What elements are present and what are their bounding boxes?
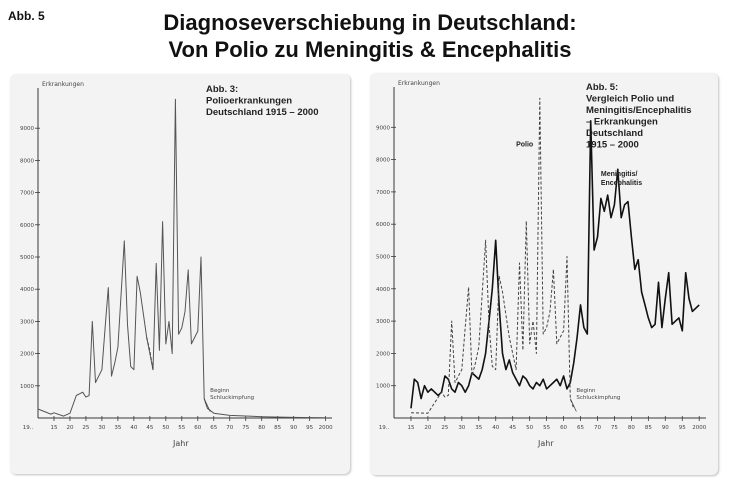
polio-x-tick-label: 25	[82, 425, 90, 431]
polio-chart	[10, 74, 350, 474]
compare-origin-label: 19..	[378, 425, 390, 431]
compare-x-tick-label: 75	[610, 425, 618, 431]
polio-x-tick-label: 90	[290, 425, 298, 431]
polio-y-tick-label: 6000	[20, 222, 34, 229]
polio-y-axis-label: Erkrankungen	[42, 81, 84, 88]
compare-x-tick-label: 70	[593, 425, 601, 431]
polio-x-tick-label: 2000	[318, 425, 333, 431]
polio-y-tick-label: 1000	[20, 383, 34, 390]
polio-annotation-text: Schluckimpfung	[210, 395, 255, 402]
compare-y-tick-label: 9000	[376, 125, 390, 132]
polio-x-tick-label: 80	[258, 425, 266, 431]
compare-y-tick-label: 8000	[376, 157, 390, 164]
figure-title-line-1: Diagnoseverschiebung in Deutschland:	[163, 10, 577, 35]
compare-x-tick-label: 80	[627, 425, 635, 431]
compare-x-tick-label: 20	[424, 425, 432, 431]
compare-title-line: Meningitis/Encephalitis	[586, 105, 692, 116]
compare-y-tick-label: 1000	[376, 383, 390, 390]
compare-x-tick-label: 35	[475, 425, 483, 431]
polio-x-axis-label: Jahr	[173, 439, 189, 448]
compare-title-line: – Erkrankungen	[586, 116, 658, 128]
polio-origin-label: 19..	[22, 425, 34, 431]
polio-x-tick-label: 55	[178, 425, 186, 431]
compare-x-tick-label: 65	[577, 425, 585, 431]
polio-x-tick-label: 35	[114, 425, 122, 431]
compare-x-tick-label: 40	[492, 425, 500, 431]
compare-x-tick-label: 55	[543, 425, 551, 431]
polio-x-tick-label: 40	[130, 425, 138, 431]
polio-x-tick-label: 85	[274, 425, 282, 431]
polio-x-tick-label: 30	[98, 425, 106, 431]
compare-x-axis-label: Jahr	[538, 439, 554, 448]
compare-series-label: Meningitis/	[600, 170, 638, 178]
compare-series-label: Encephalitis	[600, 179, 643, 187]
polio-y-tick-label: 5000	[20, 255, 34, 261]
compare-x-tick-label: 60	[560, 425, 568, 431]
compare-title-line: Vergleich Polio und	[586, 93, 675, 105]
compare-y-tick-label: 4000	[376, 286, 390, 293]
figure-tag: Abb. 5	[8, 9, 45, 23]
figure-title-line-2: Von Polio zu Meningitis & Encephalitis	[168, 37, 572, 62]
polio-x-tick-label: 45	[146, 425, 154, 431]
compare-y-tick-label: 3000	[376, 319, 390, 326]
compare-x-tick-label: 25	[441, 425, 449, 431]
polio-x-tick-label: 50	[162, 425, 170, 431]
compare-title-line: 1915 – 2000	[586, 139, 639, 151]
compare-title-line: Abb. 5:	[586, 82, 619, 93]
polio-y-tick-label: 3000	[20, 319, 34, 326]
polio-x-tick-label: 95	[306, 425, 314, 431]
polio-x-tick-label: 65	[210, 425, 218, 431]
compare-series-polio	[411, 98, 574, 413]
compare-x-tick-label: 45	[509, 425, 517, 431]
compare-y-tick-label: 2000	[376, 351, 390, 358]
compare-x-tick-label: 30	[458, 425, 466, 431]
polio-x-tick-label: 60	[194, 425, 202, 431]
polio-title-line: Deutschland 1915 – 2000	[206, 107, 319, 118]
compare-x-tick-label: 90	[661, 425, 669, 431]
compare-x-tick-label: 2000	[692, 425, 707, 431]
compare-x-tick-label: 85	[644, 425, 652, 431]
compare-annotation-text: Beginn	[576, 388, 596, 395]
polio-x-tick-label: 70	[226, 425, 234, 431]
polio-x-tick-label: 15	[50, 425, 58, 431]
polio-x-tick-label: 75	[242, 425, 250, 431]
polio-chart-panel	[10, 74, 350, 474]
compare-x-tick-label: 50	[526, 425, 534, 431]
polio-y-tick-label: 7000	[20, 190, 34, 197]
compare-annotation-text: Schluckimpfung	[576, 395, 621, 402]
compare-y-tick-label: 7000	[376, 189, 390, 196]
compare-y-tick-label: 5000	[376, 254, 390, 261]
compare-y-tick-label: 6000	[376, 222, 390, 229]
polio-annotation-text: Beginn	[210, 388, 230, 395]
polio-y-tick-label: 9000	[20, 126, 34, 133]
compare-x-tick-label: 95	[678, 425, 686, 431]
compare-y-axis-label: Erkrankungen	[398, 80, 440, 87]
polio-y-tick-label: 8000	[20, 158, 34, 165]
polio-series-line-0	[38, 99, 326, 418]
polio-x-tick-label: 20	[66, 425, 74, 431]
polio-y-tick-label: 2000	[20, 351, 34, 358]
polio-y-tick-label: 4000	[20, 287, 34, 294]
comparison-chart	[370, 73, 718, 475]
compare-series-label: Polio	[516, 141, 534, 149]
compare-x-tick-label: 15	[407, 425, 415, 431]
comparison-chart-panel	[370, 73, 718, 475]
polio-title-line: Polioerkrankungen	[206, 95, 293, 107]
compare-title-line: Deutschland	[586, 128, 644, 139]
polio-title-line: Abb. 3:	[206, 84, 239, 95]
